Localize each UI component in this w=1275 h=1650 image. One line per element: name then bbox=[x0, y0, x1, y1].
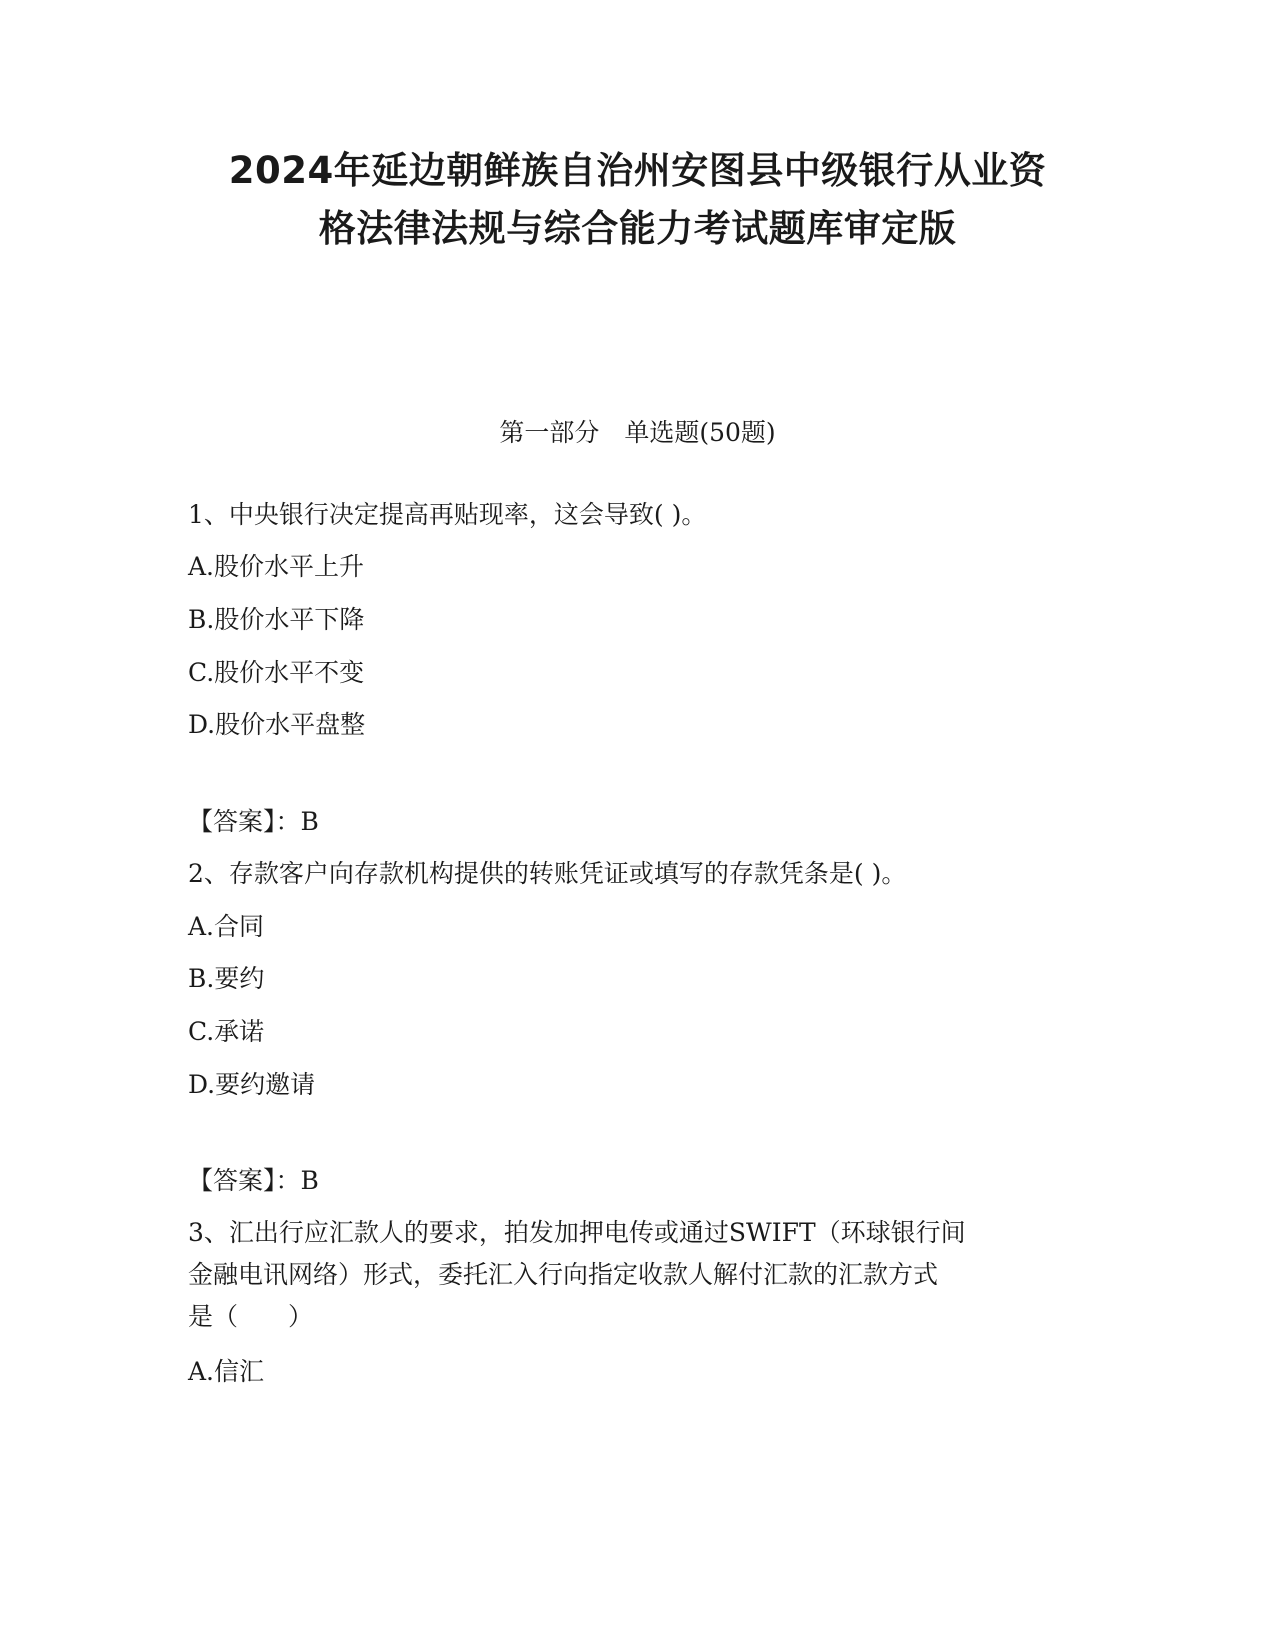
title-line-1: 2024年延边朝鲜族自治州安图县中级银行从业资 bbox=[228, 149, 1047, 192]
question-1-answer: 【答案】：B bbox=[188, 807, 319, 836]
document-title bbox=[150, 142, 1125, 258]
question-2-answer: 【答案】：B bbox=[188, 1166, 319, 1195]
question-1-option-d: D.股价水平盘整 bbox=[188, 710, 366, 739]
question-3-stem-line-2: 金融电讯网络）形式，委托汇入行向指定收款人解付汇款的汇款方式 bbox=[188, 1260, 939, 1289]
question-2-option-c: C.承诺 bbox=[188, 1017, 265, 1046]
question-3-stem-line-3: 是（ ） bbox=[188, 1302, 314, 1331]
title-line-2: 格法律法规与综合能力考试题库审定版 bbox=[318, 207, 957, 250]
section-heading: 第一部分 单选题(50题) bbox=[499, 418, 776, 447]
question-1-option-b: B.股价水平下降 bbox=[188, 605, 365, 634]
question-2-option-d: D.要约邀请 bbox=[188, 1070, 316, 1099]
question-1-stem: 1、中央银行决定提高再贴现率，这会导致( )。 bbox=[188, 500, 707, 529]
question-2-option-a: A.合同 bbox=[188, 912, 265, 941]
question-2-option-b: B.要约 bbox=[188, 964, 265, 993]
question-1-option-a: A.股价水平上升 bbox=[188, 552, 365, 581]
question-3-stem-line-1: 3、汇出行应汇款人的要求，拍发加押电传或通过SWIFT（环球银行间 bbox=[188, 1218, 966, 1247]
question-1-option-c: C.股价水平不变 bbox=[188, 658, 365, 687]
question-2-stem: 2、存款客户向存款机构提供的转账凭证或填写的存款凭条是( )。 bbox=[188, 859, 907, 888]
question-3-option-a: A.信汇 bbox=[188, 1357, 265, 1386]
